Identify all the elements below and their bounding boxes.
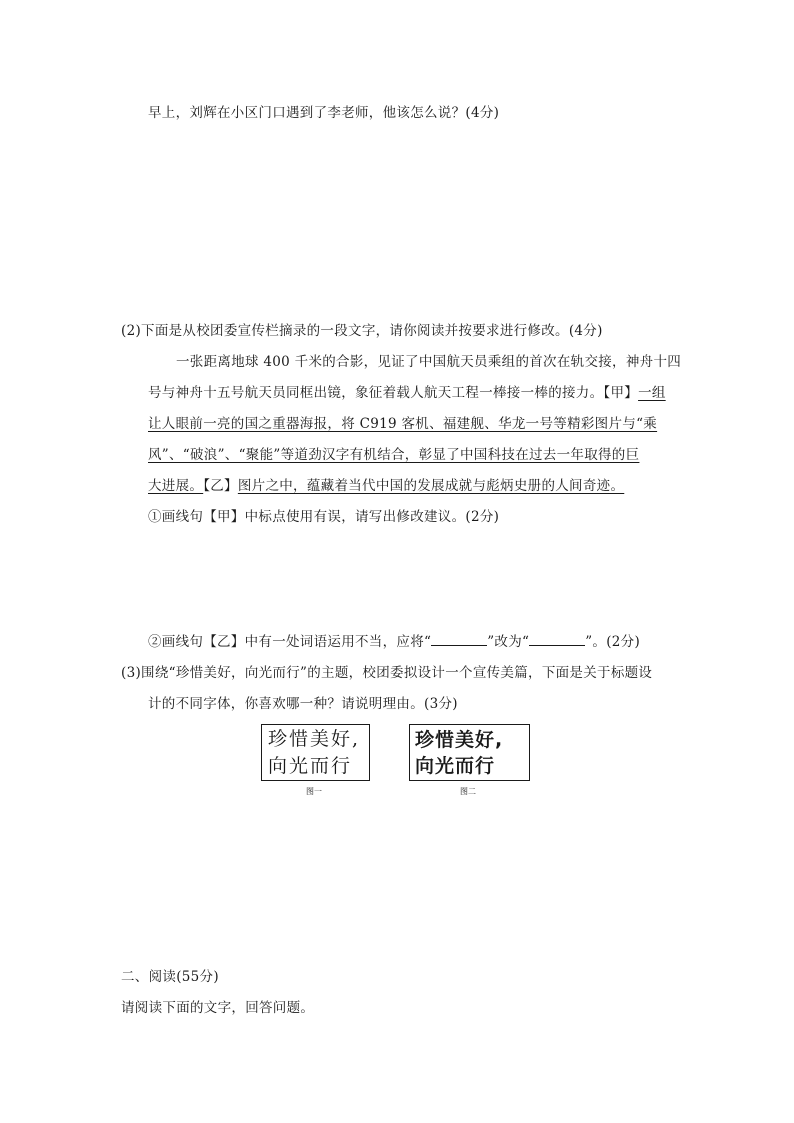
sub-question-2 <box>148 632 640 651</box>
question-3-line-2: 计的不同字体，你喜欢哪一种？请说明理由。(3分) <box>148 696 458 712</box>
figure-1-line-1: 珍惜美好, <box>268 728 361 750</box>
figure-2-line-2: 向光而行 <box>415 755 496 777</box>
figure-2-caption: 图二 <box>460 787 476 796</box>
question-2-intro: (2)下面是从校团委宣传栏摘录的一段文字，请你阅读并按要求进行修改。(4分) <box>121 323 603 339</box>
sub-question-2-text-b: ”改为“ <box>487 634 530 650</box>
figure-1-font-sample <box>261 724 370 781</box>
section-2-instruction: 请阅读下面的文字，回答问题。 <box>121 1000 315 1016</box>
question-1-text: 早上，刘辉在小区门口遇到了李老师，他该怎么说？(4分) <box>148 105 500 121</box>
question-3-line-1: (3)围绕“珍惜美好，向光而行”的主题，校团委拟设计一个宣传美篇，下面是关于标题设 <box>121 665 653 681</box>
underlined-sentence-jia-start: 一组 <box>638 385 666 401</box>
answer-blank-2[interactable] <box>529 632 585 646</box>
underlined-sentence-yi: 图片之中，蕴藏着当代中国的发展成就与彪炳史册的人间奇迹。 <box>237 478 625 494</box>
underlined-sentence-jia-line-3: 风”、“破浪”、“聚能”等道劲汉字有机结合，彰显了中国科技在过去一年取得的巨 <box>148 447 640 463</box>
sub-question-1: ①画线句【甲】中标点使用有误，请写出修改建议。(2分) <box>148 509 500 525</box>
underlined-sentence-jia-end: 大进展。 <box>148 478 204 494</box>
figure-1-caption: 图一 <box>306 787 322 796</box>
passage-line-2-text: 号与神舟十五号航天员同框出镜，象征着载人航天工程一棒接一棒的接力。【甲】 <box>148 385 639 401</box>
answer-blank-1[interactable] <box>431 632 487 646</box>
passage-line-5 <box>148 477 624 495</box>
figure-2-line-1: 珍惜美好, <box>415 729 504 751</box>
marker-yi: 【乙】 <box>203 478 238 494</box>
sub-question-2-text-a: ②画线句【乙】中有一处词语运用不当，应将“ <box>148 634 432 650</box>
section-2-heading: 二、阅读(55分) <box>121 969 219 985</box>
underlined-sentence-jia-line-2: 让人眼前一亮的国之重器海报，将 C919 客机、福建舰、华龙一号等精彩图片与“乘 <box>148 416 658 432</box>
passage-line-1: 一张距离地球 400 千米的合影，见证了中国航天员乘组的首次在轨交接，神舟十四 <box>176 354 682 370</box>
figure-1-line-2: 向光而行 <box>268 755 353 777</box>
sub-question-2-text-c: ”。(2分) <box>585 634 641 650</box>
passage-line-2 <box>148 384 666 402</box>
figure-2-font-sample <box>409 724 530 781</box>
